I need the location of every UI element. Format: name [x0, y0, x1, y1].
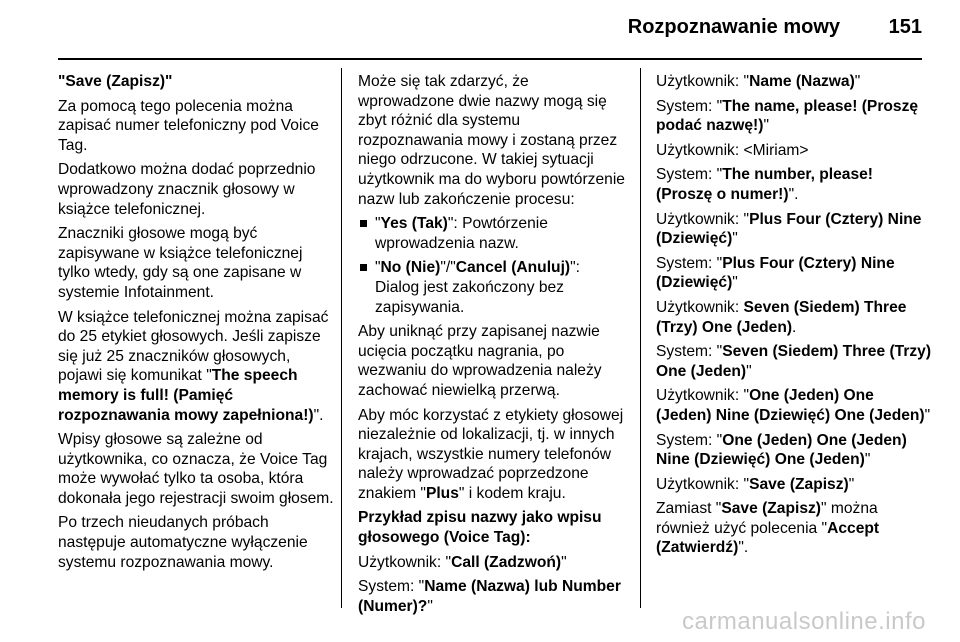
- dialog-line: System: "The name, please! (Proszę podać nazwę!)": [656, 97, 919, 135]
- dialog-line: Użytkownik: "Save (Zapisz)": [656, 475, 855, 493]
- page-title: Rozpoznawanie mowy: [627, 16, 840, 38]
- dialog-line: System: "The number, please! (Proszę o numer!)".: [656, 166, 873, 203]
- paragraph: Znaczniki głosowe mogą być zapisywane w książce telefonicznej tylko wtedy, gdy są one zapisane w systemie Infotainment.: [58, 225, 303, 301]
- bullet-item: "Yes (Tak)": Powtórzenie wprowadzenia nazw.: [358, 214, 626, 253]
- dialog-line: System: "Name (Nazwa) lub Number (Numer)?": [358, 578, 621, 615]
- header-rule: [58, 58, 922, 60]
- paragraph: W książce telefonicznej można zapisać do 25 etykiet głosowych. Jeśli zapisze się już 25 znaczników głosowych, pojawi się komunikat "The speech memory is full! (Pamięć rozpoznawania mowy zapełniona!)".: [58, 308, 329, 424]
- page-header: [0, 0, 960, 46]
- column-divider-1: [341, 68, 342, 608]
- section-heading: "Save (Zapisz)": [58, 73, 173, 90]
- bullet-item: "No (Nie)"/"Cancel (Anuluj)": Dialog jest zakończony bez zapisywania.: [358, 258, 626, 317]
- dialog-line: Użytkownik: Seven (Siedem) Three (Trzy) One (Jeden).: [656, 298, 907, 336]
- dialog-line: Użytkownik: "One (Jeden) One (Jeden) Nine (Dziewięć) One (Jeden)": [656, 387, 931, 424]
- paragraph: Aby móc korzystać z etykiety głosowej niezależnie od lokalizacji, tj. w innych krajach, wszystkie numery telefonów należy wprowadzać poprzedzone znakiem "Plus" i kodem kraju.: [358, 406, 624, 502]
- paragraph: Aby uniknąć przy zapisanej nazwie ucięcia początku nagrania, po wezwaniu do wprowadzenia należy zachować niewielką przerwą.: [358, 323, 602, 399]
- paragraph: Może się tak zdarzyć, że wprowadzone dwie nazwy mogą się zbyt różnić dla systemu rozpoznawania mowy i zostaną przez niego odrzucone. W takiej sytuacji użytkownik ma do wyboru powtórzenie nazw lub zakończenie procesu:: [358, 73, 625, 208]
- column-2: [358, 72, 626, 621]
- column-3: [656, 72, 932, 563]
- paragraph: Za pomocą tego polecenia można zapisać numer telefoniczny pod Voice Tag.: [58, 97, 319, 154]
- page-number: 151: [888, 16, 922, 38]
- paragraph: Po trzech nieudanych próbach następuje automatyczne wyłączenie systemu rozpoznawania mowy.: [58, 514, 308, 571]
- dialog-line: System: "Seven (Siedem) Three (Trzy) One (Jeden)": [656, 343, 932, 380]
- paragraph: Dodatkowo można dodać poprzednio wprowadzony znacznik głosowy w książce telefonicznej.: [58, 161, 316, 218]
- dialog-line: Użytkownik: <Miriam>: [656, 141, 809, 159]
- watermark: carmanualsonline.info: [682, 608, 926, 635]
- paragraph: Zamiast "Save (Zapisz)" można również użyć polecenia "Accept (Zatwierdź)".: [656, 500, 880, 557]
- dialog-line: Użytkownik: "Plus Four (Cztery) Nine (Dziewięć)": [656, 210, 922, 248]
- paragraph: Wpisy głosowe są zależne od użytkownika, co oznacza, że Voice Tag może wywołać tylko ta osoba, która dokonała jego rejestracji swoim głosem.: [58, 431, 334, 507]
- column-divider-2: [640, 68, 641, 608]
- dialog-line: System: "Plus Four (Cztery) Nine (Dziewięć)": [656, 254, 895, 292]
- column-1: [58, 72, 334, 577]
- dialog-line: Użytkownik: "Call (Zadzwoń)": [358, 553, 567, 571]
- dialog-line: Użytkownik: "Name (Nazwa)": [656, 73, 861, 90]
- dialog-line: System: "One (Jeden) One (Jeden) Nine (Dziewięć) One (Jeden)": [656, 431, 907, 469]
- example-heading: Przykład zpisu nazwy jako wpisu głosowego (Voice Tag):: [358, 509, 602, 547]
